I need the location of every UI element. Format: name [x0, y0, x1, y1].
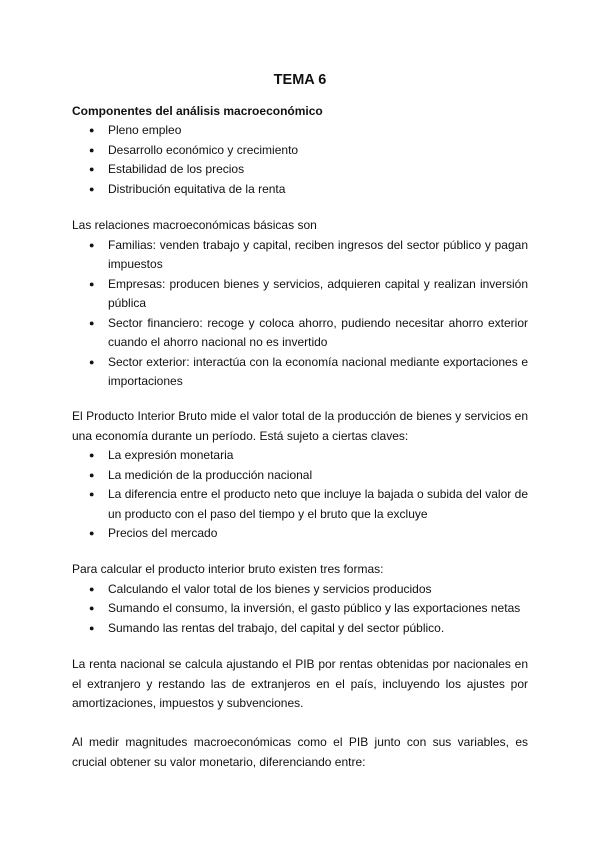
bullet-icon: ● [89, 356, 95, 367]
list-item: ● Distribución equitativa de la renta [72, 180, 528, 200]
list-item: ● Sector financiero: recoge y coloca ahorro, pudiendo necesitar ahorro exterior cuando el ahorro nacional no es invertido [89, 315, 528, 349]
page-title: TEMA 6 [273, 72, 327, 88]
list-item: ● Sector exterior: interactúa con la economía nacional mediante exportaciones e importaciones [89, 354, 528, 388]
bullet-icon: ● [89, 622, 95, 633]
bullet-icon: ● [89, 164, 95, 174]
section-relations [72, 216, 528, 392]
body-paragraph: Al medir magnitudes macroeconómicas como el PIB junto con sus variables, es crucial obtener su valor monetario, diferenciando entre: [72, 735, 528, 769]
section-intro: El Producto Interior Bruto mide el valor total de la producción de bienes y servicios en una economía durante un período. Está sujeto a ciertas claves: [72, 409, 528, 443]
list-item: ● La expresión monetaria [72, 446, 528, 466]
bullet-icon: ● [89, 489, 95, 499]
section-components [72, 102, 528, 199]
bullet-icon: ● [89, 278, 95, 289]
bullet-icon: ● [89, 583, 95, 594]
list-item: ● La medición de la producción nacional [72, 466, 528, 486]
bullet-list [72, 446, 528, 544]
bullet-icon: ● [89, 144, 95, 155]
bullet-list [72, 236, 528, 392]
bullet-icon: ● [89, 183, 95, 194]
body-paragraph: La renta nacional se calcula ajustando el PIB por rentas obtenidas por nacionales en el extranjero y restando las de extranjeros en el país, incluyendo los ajustes por amortizaciones, impuestos y subvenciones. [72, 657, 528, 710]
section-pib [72, 407, 528, 544]
list-item: ● Estabilidad de los precios [72, 160, 528, 180]
bullet-list [72, 121, 528, 199]
section-heading: Componentes del análisis macroeconómico [72, 104, 323, 118]
section-intro: Para calcular el producto interior bruto existen tres formas: [72, 562, 384, 576]
bullet-list [72, 580, 528, 639]
bullet-icon: ● [89, 450, 95, 460]
list-item: ● Sumando las rentas del trabajo, del capital y del sector público. [72, 619, 528, 639]
bullet-icon: ● [89, 528, 95, 538]
section-intro: Las relaciones macroeconómicas básicas son [72, 218, 317, 232]
bullet-icon: ● [89, 603, 95, 613]
list-item: ● Familias: venden trabajo y capital, reciben ingresos del sector público y pagan impuestos [89, 237, 528, 271]
section-calculation [72, 560, 528, 638]
list-item: ● Empresas: producen bienes y servicios, adquieren capital y realizan inversión pública [89, 276, 528, 310]
list-item: ● Calculando el valor total de los bienes y servicios producidos [72, 580, 528, 600]
list-item: ● Pleno empleo [72, 121, 528, 141]
paragraph-magnitudes [72, 733, 528, 772]
bullet-icon: ● [89, 317, 95, 328]
bullet-icon: ● [89, 239, 95, 250]
list-item: ● Sumando el consumo, la inversión, el gasto público y las exportaciones netas [72, 599, 528, 619]
list-item: ● Desarrollo económico y crecimiento [72, 141, 528, 161]
bullet-icon: ● [89, 469, 95, 480]
bullet-icon: ● [89, 125, 95, 135]
paragraph-renta-nacional [72, 655, 528, 714]
list-item: ● La diferencia entre el producto neto que incluye la bajada o subida del valor de un producto con el paso del tiempo y el bruto que la excluye [89, 487, 528, 521]
list-item: ● Precios del mercado [72, 524, 528, 544]
